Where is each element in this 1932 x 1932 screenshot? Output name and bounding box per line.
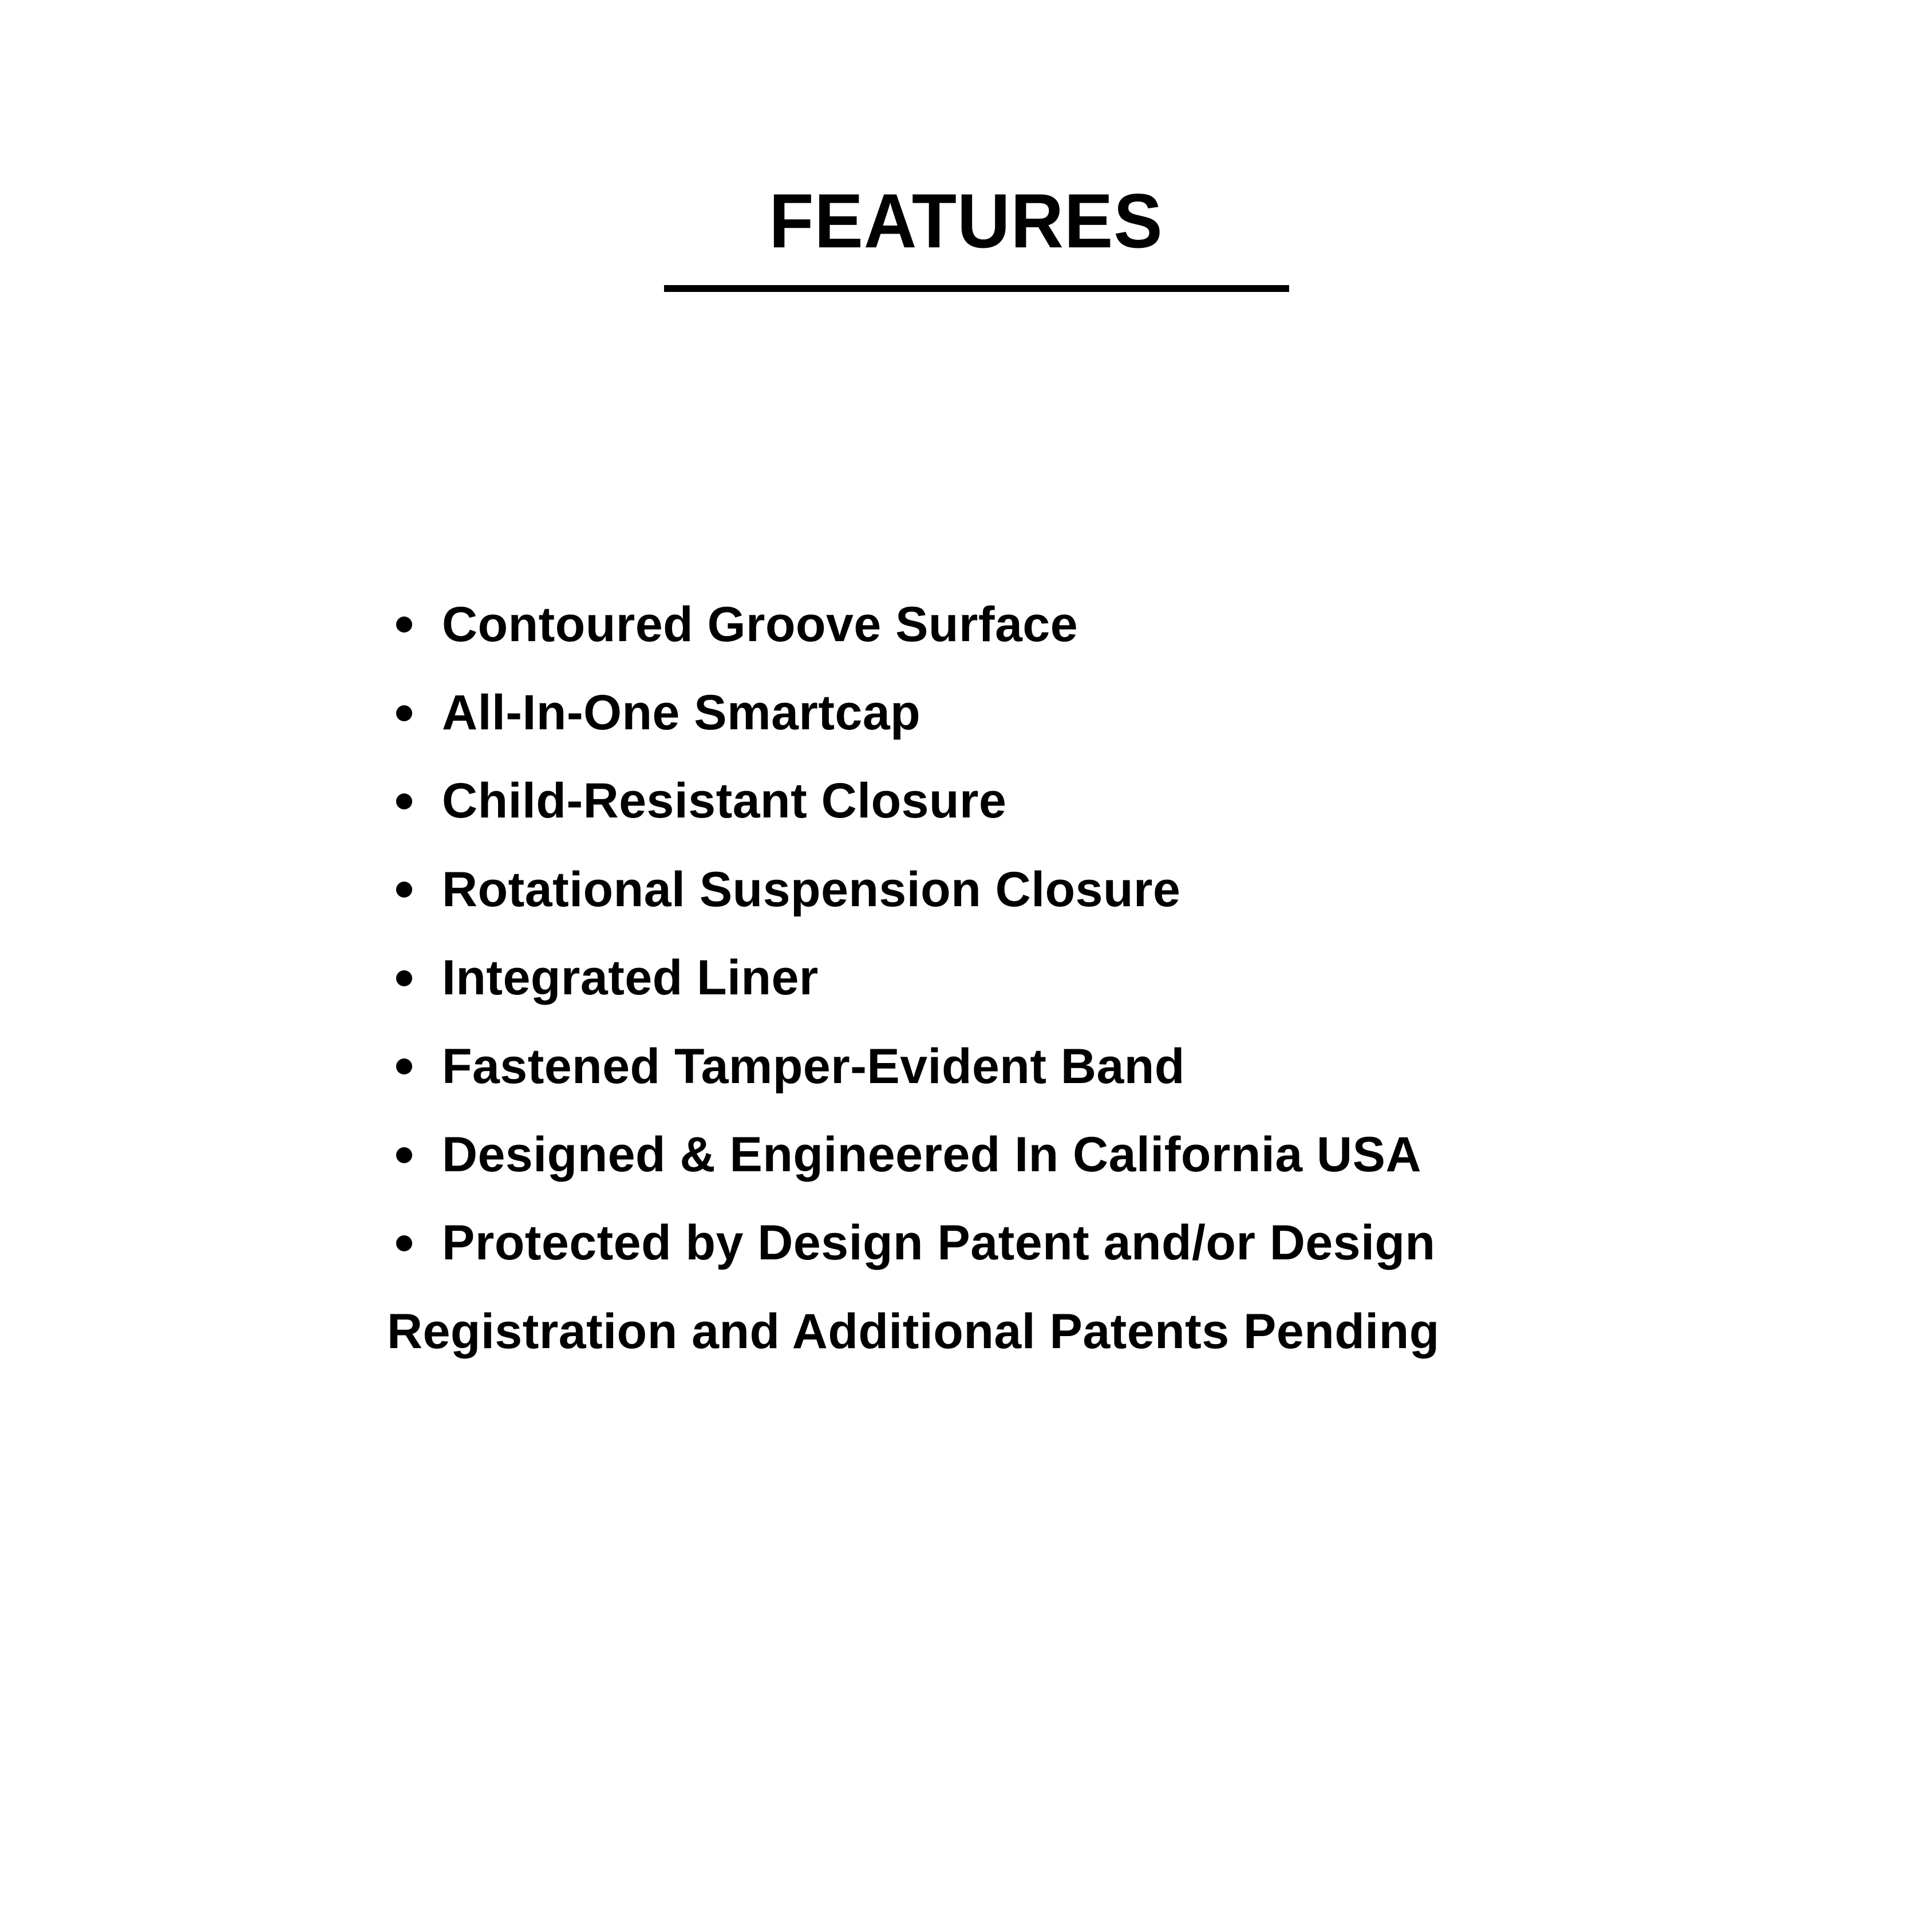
feature-item	[387, 669, 1589, 757]
bullet-icon	[396, 617, 412, 633]
feature-text: Protected by Design Patent and/or Design	[442, 1215, 1436, 1271]
bullet-icon	[396, 1147, 412, 1163]
feature-text: Fastened Tamper-Evident Band	[442, 1038, 1185, 1094]
feature-text: Rotational Suspension Closure	[442, 862, 1181, 917]
feature-item	[387, 757, 1589, 846]
bullet-icon	[396, 1058, 412, 1074]
feature-item	[387, 580, 1589, 669]
title-underline	[664, 285, 1289, 292]
bullet-icon	[396, 882, 412, 898]
feature-item	[387, 934, 1589, 1022]
feature-text: All-In-One Smartcap	[442, 685, 921, 741]
bullet-icon	[396, 970, 412, 986]
bullet-icon	[396, 793, 412, 809]
feature-item	[387, 1022, 1589, 1111]
page-title: FEATURES	[769, 178, 1163, 264]
feature-text: Designed & Engineered In California USA	[442, 1127, 1422, 1183]
feature-item	[387, 846, 1589, 934]
feature-text: Child-Resistant Closure	[442, 773, 1007, 829]
features-list	[387, 580, 1589, 1376]
feature-item	[387, 1111, 1589, 1199]
feature-item	[387, 1199, 1589, 1287]
bullet-icon	[396, 1235, 412, 1251]
feature-continuation-text: Registration and Additional Patents Pending	[387, 1303, 1440, 1359]
feature-text: Contoured Groove Surface	[442, 596, 1078, 652]
feature-text: Integrated Liner	[442, 950, 819, 1006]
bullet-icon	[396, 705, 412, 721]
